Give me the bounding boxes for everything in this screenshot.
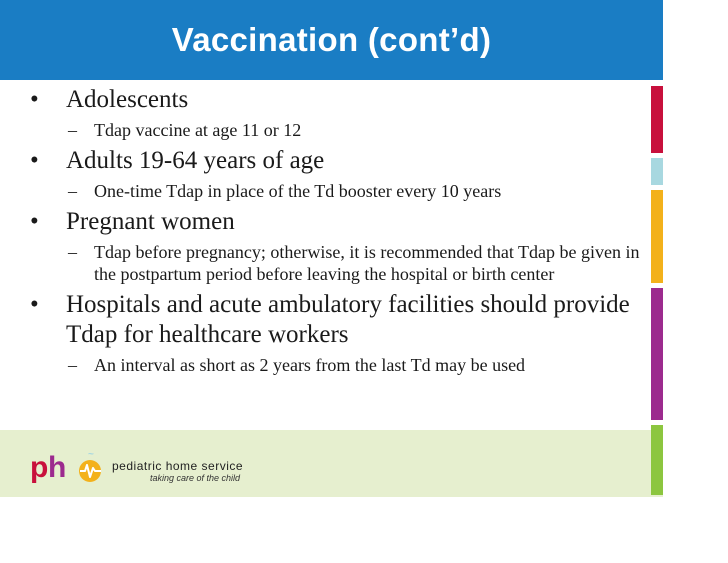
sub-bullet-text: One-time Tdap in place of the Td booster every 10 years <box>94 181 502 201</box>
sub-bullet <box>30 354 640 376</box>
svg-text:p: p <box>30 451 49 484</box>
brand-tagline: taking care of the child <box>150 473 241 483</box>
svg-text:h: h <box>48 451 67 484</box>
sub-bullet-marker: – <box>68 120 77 140</box>
sub-bullet-text: Tdap before pregnancy; otherwise, it is recommended that Tdap be given in the postpartum period before leaving the hospital or birth center <box>94 242 640 284</box>
sub-bullet-marker: – <box>68 181 77 201</box>
sub-bullet <box>30 119 640 141</box>
bullet-list <box>30 82 640 381</box>
bullet-text: Pregnant women <box>66 208 235 235</box>
sub-bullet <box>30 180 640 202</box>
bullet-text: Adults 19-64 years of age <box>66 147 325 174</box>
bullet-hospitals <box>30 290 640 350</box>
sub-bullet-marker: – <box>68 355 77 375</box>
bullet-text: Hospitals and acute ambulatory facilities should provide Tdap for healthcare workers <box>66 291 630 348</box>
sub-bullet-marker: – <box>68 242 77 262</box>
bullet-marker: • <box>30 291 39 318</box>
accent-stripe <box>651 425 663 495</box>
slide-title: Vaccination (cont’d) <box>171 21 492 58</box>
accent-stripe <box>651 86 663 153</box>
brand-name: pediatric home service <box>112 459 244 473</box>
accent-stripe <box>651 158 663 185</box>
accent-stripe <box>651 190 663 283</box>
bullet-adults <box>30 146 640 176</box>
bullet-adolescents <box>30 85 640 115</box>
sub-bullet-text: Tdap vaccine at age 11 or 12 <box>94 120 302 140</box>
svg-text:~: ~ <box>88 449 94 460</box>
sub-bullet-text: An interval as short as 2 years from the last Td may be used <box>94 355 526 375</box>
phs-logo <box>30 447 108 487</box>
sub-bullet <box>30 241 640 285</box>
bullet-text: Adolescents <box>66 86 189 113</box>
bullet-pregnant-women <box>30 207 640 237</box>
bullet-marker: • <box>30 86 39 113</box>
accent-stripe <box>651 288 663 420</box>
bullet-marker: • <box>30 147 39 174</box>
bullet-marker: • <box>30 208 39 235</box>
